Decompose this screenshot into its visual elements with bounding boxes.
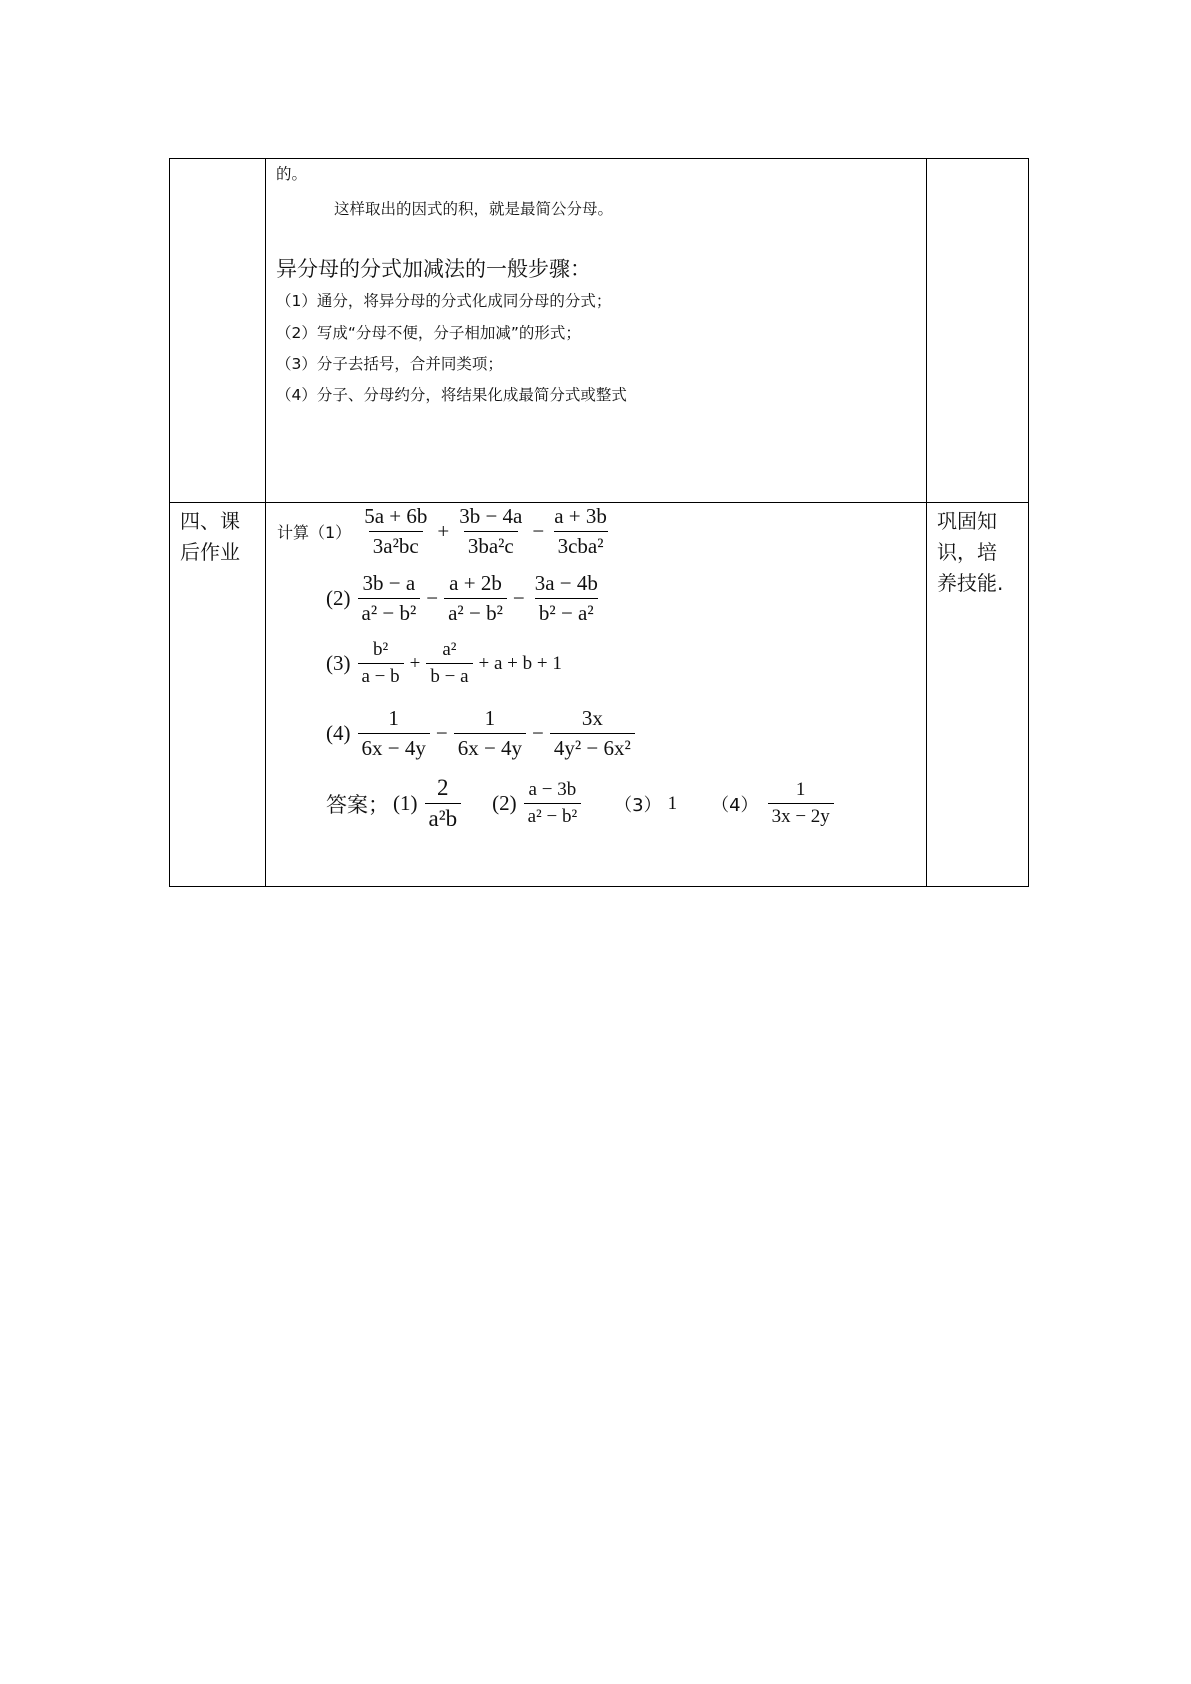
numerator: 3b − 4a xyxy=(459,504,523,528)
fraction xyxy=(454,706,526,761)
denominator: 4y² − 6x² xyxy=(550,733,635,761)
problem-2 xyxy=(326,571,605,626)
fraction xyxy=(360,504,431,559)
fraction xyxy=(455,504,526,559)
answers-row xyxy=(326,775,837,832)
answer-label: (1) xyxy=(393,791,418,815)
step-item: （2）写成“分母不便，分子相加减”的形式； xyxy=(276,324,581,342)
denominator: b² − a² xyxy=(535,598,598,626)
problem-label: (2) xyxy=(326,586,351,610)
answer-label: (2) xyxy=(492,791,517,815)
denominator: a² − b² xyxy=(444,598,507,626)
operator: + xyxy=(409,652,421,674)
continued-text: 的。 xyxy=(276,165,308,183)
numerator: a − 3b xyxy=(528,779,577,800)
problem-3 xyxy=(326,639,565,688)
objective-note-line2: 识，培 xyxy=(937,540,997,564)
numerator: 1 xyxy=(388,706,399,730)
answer-label: （3） xyxy=(614,794,662,816)
operator: + xyxy=(437,519,450,543)
denominator: a²b xyxy=(425,803,462,832)
numerator: a² xyxy=(442,639,457,660)
numerator: 3x xyxy=(581,706,603,730)
answers-label: 答案； xyxy=(326,792,389,817)
step-item: （1）通分，将异分母的分式化成同分母的分式； xyxy=(276,292,612,310)
fraction xyxy=(358,639,404,688)
table-border-right xyxy=(1028,158,1029,887)
section-label-line1: 四、课 xyxy=(180,509,240,533)
fraction xyxy=(358,571,421,626)
expression-tail: + a + b + 1 xyxy=(478,652,562,674)
problem-4 xyxy=(326,706,638,761)
denominator: b − a xyxy=(426,663,472,688)
section-label xyxy=(180,506,240,568)
fraction xyxy=(550,706,635,761)
operator: − xyxy=(435,721,448,745)
numerator: 5a + 6b xyxy=(364,504,428,528)
section-label-line2: 后作业 xyxy=(180,540,240,564)
problem-1 xyxy=(277,504,614,559)
numerator: 3a − 4b xyxy=(534,571,598,595)
answer-label: （4） xyxy=(711,794,759,816)
answer-fraction xyxy=(425,775,462,832)
objective-note-line3: 养技能. xyxy=(937,571,1004,595)
problem-label: (3) xyxy=(326,651,351,675)
common-denominator-rule: 这样取出的因式的积，就是最简公分母。 xyxy=(334,200,614,218)
table-border-top xyxy=(169,158,1029,159)
fraction xyxy=(550,504,611,559)
step-item: （4）分子、分母约分，将结果化成最简分式或整式 xyxy=(276,386,627,404)
numerator: 2 xyxy=(437,775,449,800)
numerator: a + 2b xyxy=(449,571,502,595)
calc-label: 计算（1） xyxy=(277,523,352,542)
problem-label: (4) xyxy=(326,721,351,745)
table-border-left xyxy=(169,158,170,887)
fraction xyxy=(531,571,602,626)
answer-value: 1 xyxy=(667,792,678,814)
table-border-bottom xyxy=(169,886,1029,887)
denominator: 3ba²c xyxy=(464,531,518,559)
fraction xyxy=(444,571,507,626)
denominator: a − b xyxy=(358,663,404,688)
step-item: （3）分子去括号，合并同类项； xyxy=(276,355,503,373)
fraction xyxy=(426,639,472,688)
answer-fraction xyxy=(524,779,582,828)
numerator: 3b − a xyxy=(362,571,416,595)
numerator: a + 3b xyxy=(554,504,607,528)
operator: − xyxy=(512,586,525,610)
table-col-divider-2 xyxy=(926,158,927,887)
denominator: 3cba² xyxy=(554,531,608,559)
denominator: 6x − 4y xyxy=(454,733,526,761)
denominator: a² − b² xyxy=(358,598,421,626)
denominator: a² − b² xyxy=(524,803,582,828)
operator: − xyxy=(532,721,544,745)
objective-note xyxy=(937,506,1003,599)
denominator: 6x − 4y xyxy=(358,733,430,761)
numerator: 1 xyxy=(484,706,496,730)
steps-heading: 异分母的分式加减法的一般步骤： xyxy=(276,257,591,281)
table-row-divider xyxy=(169,502,1029,503)
fraction xyxy=(358,706,430,761)
denominator: 3a²bc xyxy=(369,531,423,559)
numerator: b² xyxy=(372,639,389,660)
numerator: 1 xyxy=(795,779,806,800)
operator: − xyxy=(426,586,439,610)
operator: − xyxy=(532,519,545,543)
table-col-divider-1 xyxy=(265,158,266,887)
denominator: 3x − 2y xyxy=(768,803,834,828)
answer-fraction xyxy=(768,779,834,828)
objective-note-line1: 巩固知 xyxy=(937,509,997,533)
